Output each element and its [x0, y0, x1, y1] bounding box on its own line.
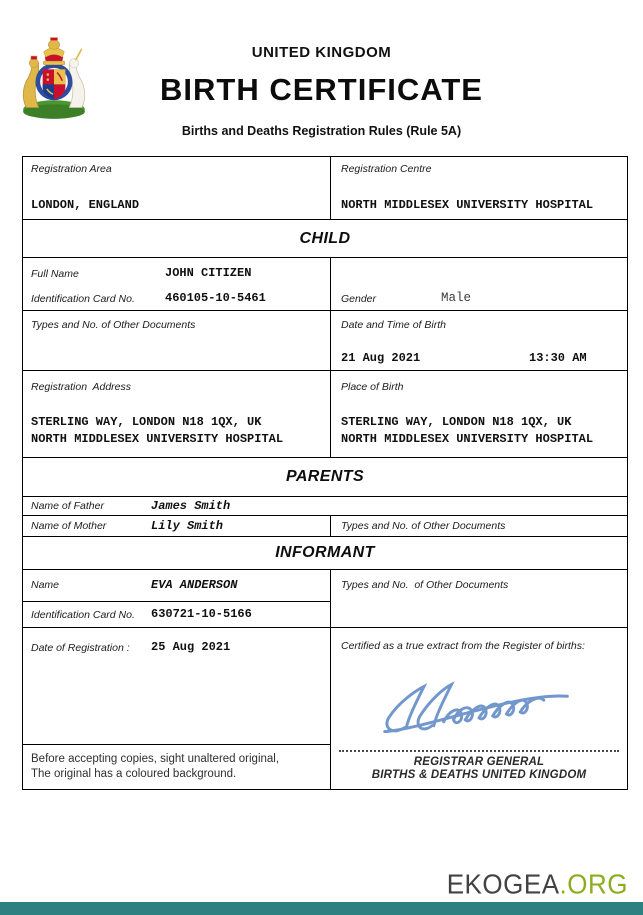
place-of-birth-line2: NORTH MIDDLESEX UNIVERSITY HOSPITAL: [341, 432, 594, 446]
registration-area-label: Registration Area: [31, 163, 112, 175]
registration-date-cell: [23, 628, 331, 745]
place-of-birth-label: Place of Birth: [341, 381, 404, 393]
informant-id-value: 630721-10-5166: [151, 607, 252, 621]
ekogea-logo: [447, 868, 628, 901]
birth-time-value: 13:30 AM: [529, 351, 587, 365]
signatory-org: BIRTHS & DEATHS UNITED KINGDOM: [371, 769, 587, 781]
page-title: BIRTH CERTIFICATE: [160, 72, 483, 107]
certification-cell: [331, 628, 627, 789]
father-name-value: James Smith: [151, 499, 231, 513]
birth-datetime-cell: [331, 311, 627, 371]
birth-date-value: 21 Aug 2021: [341, 351, 421, 365]
country-title: UNITED KINGDOM: [251, 44, 392, 61]
signature-line: [339, 750, 619, 752]
father-label: Name of Father: [31, 500, 104, 512]
bottom-bar: [0, 902, 643, 915]
registration-address-label: Registration Address: [31, 381, 131, 393]
place-of-birth-cell: [331, 371, 627, 458]
informant-id-cell: [23, 602, 331, 628]
section-header-child: CHILD: [23, 220, 627, 258]
registration-centre-cell: [331, 157, 627, 220]
child-name-id-cell: [23, 258, 331, 311]
parents-other-docs-label: Types and No. of Other Documents: [341, 520, 506, 532]
gender-value: Male: [441, 291, 472, 305]
registration-address-line1: STERLING WAY, LONDON N18 1QX, UK: [31, 415, 262, 429]
rules-subtitle: Births and Deaths Registration Rules (Rule 5A): [181, 124, 462, 138]
full-name-value: JOHN CITIZEN: [165, 266, 252, 280]
certificate-table: [22, 156, 628, 790]
child-other-docs-label: Types and No. of Other Documents: [31, 319, 196, 331]
child-id-label: Identification Card No.: [31, 293, 135, 305]
place-of-birth-line1: STERLING WAY, LONDON N18 1QX, UK: [341, 415, 572, 429]
informant-name-value: EVA ANDERSON: [151, 578, 238, 592]
child-id-value: 460105-10-5461: [165, 291, 266, 305]
informant-other-docs-label: Types and No. of Other Documents: [341, 579, 509, 591]
mother-label: Name of Mother: [31, 520, 107, 532]
registration-address-line2: NORTH MIDDLESEX UNIVERSITY HOSPITAL: [31, 432, 284, 446]
section-header-informant: INFORMANT: [23, 537, 627, 570]
parents-other-docs-cell: [331, 516, 627, 537]
informant-name-label: Name: [31, 579, 60, 591]
registration-centre-value: NORTH MIDDLESEX UNIVERSITY HOSPITAL: [341, 198, 594, 212]
mother-name-value: Lily Smith: [151, 519, 224, 533]
registration-centre-label: Registration Centre: [341, 163, 432, 175]
gender-cell: [331, 258, 627, 311]
certified-statement: Certified as a true extract from the Register of births:: [341, 640, 585, 652]
mother-cell: [23, 516, 331, 537]
handwritten-signature-icon: [371, 676, 587, 746]
copy-note-cell: [23, 745, 331, 789]
ekogea-logo-primary: EKOGEA: [446, 868, 560, 900]
registration-area-value: LONDON, ENGLAND: [31, 198, 140, 212]
registration-date-label: Date of Registration :: [31, 642, 130, 654]
section-header-parents: PARENTS: [23, 458, 627, 497]
copy-note-line2: The original has a coloured background.: [31, 768, 237, 780]
informant-other-docs-cell: [331, 570, 627, 628]
registration-date-value: 25 Aug 2021: [151, 640, 231, 654]
registration-area-cell: [23, 157, 331, 220]
birth-datetime-label: Date and Time of Birth: [341, 319, 446, 331]
gender-label: Gender: [341, 293, 377, 305]
signatory-title: REGISTRAR GENERAL: [413, 756, 545, 768]
informant-id-label: Identification Card No.: [31, 609, 135, 621]
father-cell: [23, 497, 627, 516]
informant-name-cell: [23, 570, 331, 602]
registration-address-cell: [23, 371, 331, 458]
full-name-label: Full Name: [31, 268, 79, 280]
child-other-docs-cell: [23, 311, 331, 371]
copy-note-line1: Before accepting copies, sight unaltered original,: [31, 753, 280, 765]
ekogea-logo-suffix: .ORG: [559, 868, 628, 900]
